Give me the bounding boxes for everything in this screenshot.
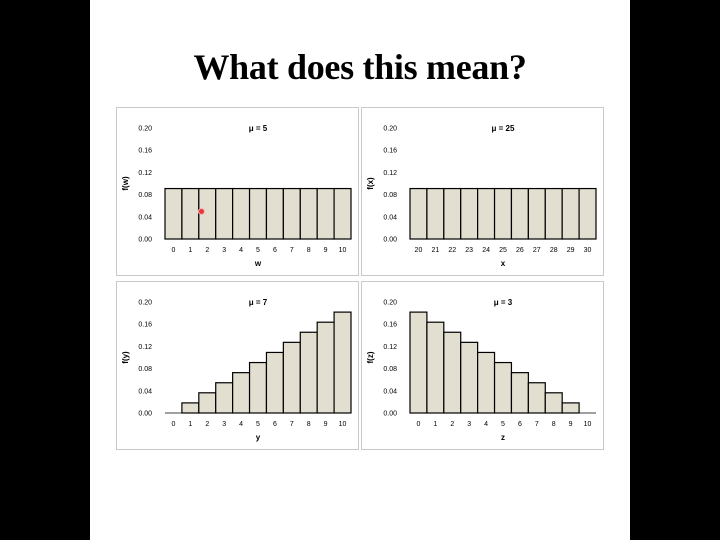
bar — [427, 189, 444, 239]
bar — [199, 393, 216, 413]
x-tick-label: 3 — [222, 421, 227, 428]
y-tick-label: 0.20 — [383, 125, 397, 133]
y-tick-label: 0.00 — [383, 236, 397, 244]
chart-w — [117, 108, 358, 275]
x-tick-label: 22 — [448, 247, 457, 254]
x-tick-label: 9 — [323, 247, 328, 254]
bar — [233, 189, 250, 239]
slide — [90, 0, 630, 540]
y-tick-label: 0.04 — [138, 388, 152, 396]
bar — [182, 189, 199, 239]
y-tick-label: 0.20 — [138, 125, 152, 133]
bar — [283, 189, 300, 239]
bar — [266, 189, 283, 239]
y-tick-label: 0.16 — [138, 147, 152, 155]
x-tick-label: 8 — [306, 421, 311, 428]
bar — [334, 312, 351, 413]
y-tick-label: 0.00 — [138, 236, 152, 244]
bar — [334, 189, 351, 239]
y-tick-label: 0.16 — [383, 321, 397, 329]
x-tick-label: 2 — [205, 247, 210, 254]
y-tick-label: 0.20 — [383, 299, 397, 307]
bar — [478, 189, 495, 239]
x-tick-label: 5 — [256, 247, 260, 254]
bar — [528, 383, 545, 413]
y-axis-label: f(x) — [366, 177, 375, 190]
y-tick-label: 0.12 — [138, 343, 152, 351]
bar — [182, 403, 199, 413]
y-tick-label: 0.12 — [383, 169, 397, 177]
bar — [562, 403, 579, 413]
y-axis-label: f(y) — [121, 351, 130, 364]
bar — [478, 352, 495, 413]
x-tick-label: 8 — [551, 421, 556, 428]
chart-title: μ = 3 — [493, 298, 513, 307]
slide-title: What does this mean? — [193, 47, 527, 87]
y-tick-label: 0.00 — [383, 410, 397, 418]
y-tick-label: 0.16 — [138, 321, 152, 329]
bar — [410, 312, 427, 413]
x-tick-label: 0 — [171, 421, 176, 428]
bar — [444, 332, 461, 413]
x-tick-label: 1 — [188, 421, 193, 428]
bar — [495, 363, 512, 413]
x-tick-label: 10 — [338, 421, 347, 428]
bar — [250, 363, 267, 413]
y-tick-label: 0.12 — [138, 169, 152, 177]
x-tick-label: 24 — [482, 247, 490, 254]
bar — [545, 189, 562, 239]
bar — [165, 189, 182, 239]
x-tick-label: 6 — [272, 247, 277, 254]
y-tick-label: 0.04 — [138, 214, 152, 222]
bar — [528, 189, 545, 239]
y-tick-label: 0.08 — [383, 366, 397, 374]
y-axis-label: f(w) — [121, 176, 130, 191]
bar — [579, 189, 596, 239]
x-tick-label: 3 — [222, 247, 227, 254]
x-tick-label: 27 — [532, 247, 541, 254]
x-tick-label: 7 — [289, 247, 294, 254]
x-tick-label: 4 — [484, 421, 489, 428]
x-tick-label: 1 — [433, 421, 438, 428]
x-tick-label: 9 — [568, 421, 573, 428]
x-tick-label: 0 — [416, 421, 421, 428]
bar — [250, 189, 267, 239]
bar — [495, 189, 512, 239]
bar — [300, 189, 317, 239]
bar — [317, 189, 334, 239]
y-axis-label: f(z) — [366, 351, 375, 364]
x-tick-label: 21 — [431, 247, 440, 254]
y-tick-label: 0.20 — [138, 299, 152, 307]
chart-x — [362, 108, 603, 275]
y-tick-label: 0.08 — [138, 366, 152, 374]
x-tick-label: 2 — [450, 421, 455, 428]
x-tick-label: 23 — [465, 247, 474, 254]
x-axis-label: w — [254, 259, 262, 268]
bar — [444, 189, 461, 239]
x-tick-label: 10 — [338, 247, 347, 254]
x-tick-label: 4 — [239, 247, 244, 254]
x-tick-label: 9 — [323, 421, 328, 428]
x-tick-label: 28 — [549, 247, 558, 254]
pointer-cursor-icon — [198, 208, 205, 215]
x-tick-label: 4 — [239, 421, 244, 428]
bar — [461, 342, 478, 413]
chart-title: μ = 5 — [248, 124, 268, 133]
x-tick-label: 25 — [499, 247, 507, 254]
x-tick-label: 1 — [188, 247, 193, 254]
x-tick-label: 20 — [414, 247, 423, 254]
bar — [511, 373, 528, 413]
chart-panel-w — [116, 107, 359, 276]
x-axis-label: y — [255, 433, 261, 442]
chart-panel-y — [116, 281, 359, 450]
y-tick-label: 0.16 — [383, 147, 397, 155]
chart-title: μ = 25 — [491, 124, 515, 133]
bar — [283, 342, 300, 413]
bar — [216, 383, 233, 413]
bar — [410, 189, 427, 239]
x-tick-label: 2 — [205, 421, 210, 428]
x-tick-label: 5 — [501, 421, 505, 428]
y-tick-label: 0.12 — [383, 343, 397, 351]
bar — [511, 189, 528, 239]
y-tick-label: 0.08 — [383, 192, 397, 200]
x-tick-label: 29 — [566, 247, 575, 254]
x-tick-label: 7 — [289, 421, 294, 428]
x-tick-label: 26 — [516, 247, 524, 254]
chart-panel-x — [361, 107, 604, 276]
x-tick-label: 0 — [171, 247, 176, 254]
chart-title: μ = 7 — [248, 298, 268, 307]
y-tick-label: 0.00 — [138, 410, 152, 418]
chart-panel-z — [361, 281, 604, 450]
x-tick-label: 7 — [534, 421, 539, 428]
x-tick-label: 10 — [583, 421, 592, 428]
bar — [300, 332, 317, 413]
y-tick-label: 0.04 — [383, 388, 397, 396]
x-tick-label: 6 — [272, 421, 277, 428]
x-tick-label: 6 — [517, 421, 522, 428]
y-tick-label: 0.04 — [383, 214, 397, 222]
x-tick-label: 3 — [467, 421, 472, 428]
chart-z — [362, 282, 603, 449]
x-tick-label: 30 — [583, 247, 592, 254]
bar — [562, 189, 579, 239]
x-axis-label: x — [500, 259, 506, 268]
bar — [427, 322, 444, 413]
chart-y — [117, 282, 358, 449]
bar — [233, 373, 250, 413]
bar — [266, 352, 283, 413]
x-tick-label: 8 — [306, 247, 311, 254]
bar — [317, 322, 334, 413]
bar — [545, 393, 562, 413]
bar — [216, 189, 233, 239]
x-axis-label: z — [501, 433, 505, 442]
y-tick-label: 0.08 — [138, 192, 152, 200]
bar — [461, 189, 478, 239]
x-tick-label: 5 — [256, 421, 260, 428]
